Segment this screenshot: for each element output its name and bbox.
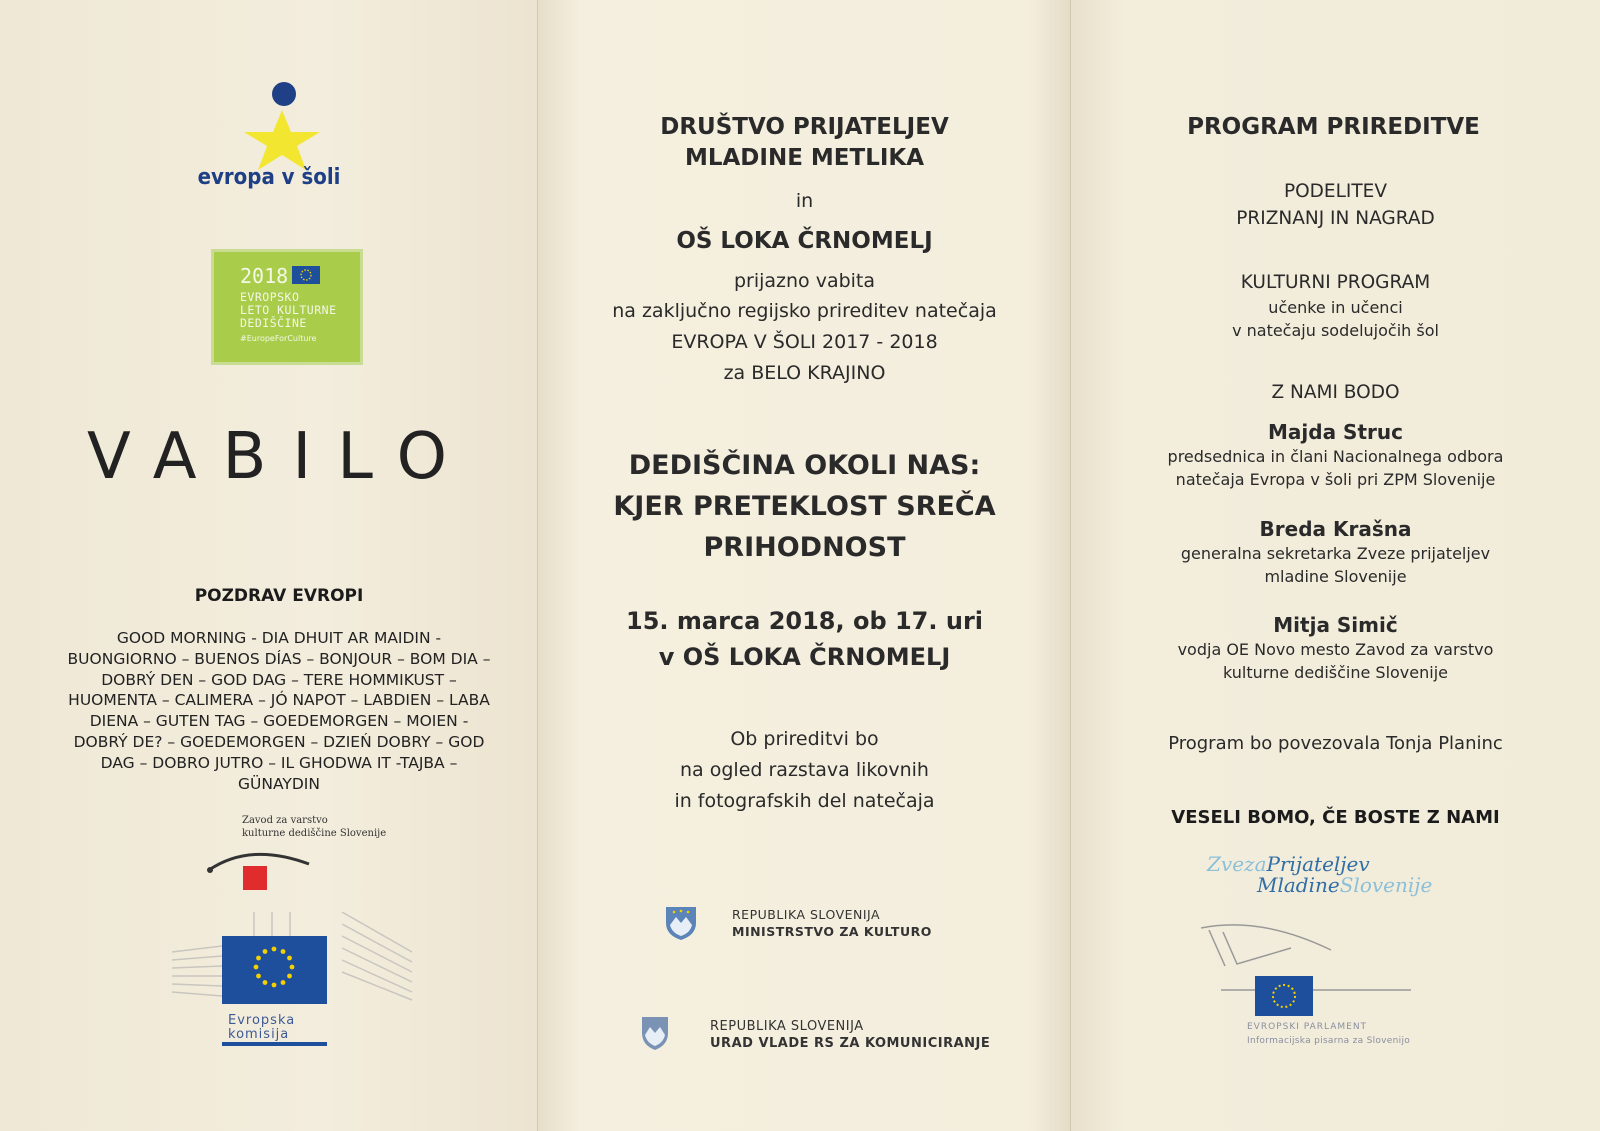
culture-line2: v natečaju sodelujočih šol — [1232, 321, 1439, 340]
europa-v-soli-text: evropa v šoli — [197, 165, 341, 190]
eu-flag-icon — [222, 936, 327, 1004]
awards-line2: PRIZNANJ IN NAGRAD — [1236, 208, 1435, 229]
govt-office-text — [710, 1018, 990, 1052]
zpm-word: Prijateljev — [1266, 852, 1370, 876]
organizer-line1: DRUŠTVO PRIJATELJEV — [660, 114, 949, 140]
greeting-line: DIENA – GUTEN TAG – GOEDEMORGEN – MOIEN - — [89, 712, 469, 731]
zavod-line1: Zavod za varstvo — [242, 815, 328, 826]
theme-line: PRIHODNOST — [703, 532, 906, 563]
ep-line2: Informacijska pisarna za Slovenijo — [1247, 1036, 1411, 1046]
school-name: OŠ LOKA ČRNOMELJ — [676, 228, 933, 254]
greeting-line: BUONGIORNO – BUENOS DÍAS – BONJOUR – BOM DIA – — [67, 649, 491, 668]
slovenia-coat-of-arms-icon — [640, 1015, 670, 1051]
zavod-line2: kulturne dediščine Slovenije — [242, 828, 387, 839]
guest-name: Breda Krašna — [1259, 517, 1412, 541]
guest-role: kulturne dediščine Slovenije — [1223, 663, 1448, 682]
culture-line1: učenke in učenci — [1268, 298, 1403, 317]
europa-v-soli-logo — [236, 80, 328, 172]
ec-line1: Evropska — [228, 1013, 296, 1028]
guest-role: natečaja Evropa v šoli pri ZPM Slovenije — [1175, 470, 1496, 489]
greeting-line: GÜNAYDIN — [238, 774, 320, 793]
heritage-red-square — [243, 866, 267, 890]
badge-line3: DEDIŠČINE — [240, 316, 307, 330]
guests-heading: Z NAMI BODO — [1271, 382, 1400, 403]
greeting-line: DAG – DOBRO JUTRO – IL GHODWA IT -TAJBA – — [100, 753, 458, 772]
logo-figure-head — [272, 82, 296, 106]
program-heading: PROGRAM PRIREDITVE — [1187, 114, 1480, 140]
exhibit-line: na ogled razstava likovnih — [680, 759, 929, 781]
office-line2: URAD VLADE RS ZA KOMUNICIRANJE — [710, 1036, 991, 1051]
ep-line1: EVROPSKI PARLAMENT — [1247, 1022, 1368, 1032]
greeting-line: GOOD MORNING - DIA DHUIT AR MAIDIN - — [116, 629, 442, 647]
badge-hashtag: #EuropeForCulture — [240, 334, 317, 343]
organizer-line2: MLADINE METLIKA — [684, 145, 925, 171]
zpm-logo-line2 — [1257, 873, 1432, 897]
ministry-line1: REPUBLIKA SLOVENIJA — [732, 907, 881, 922]
closing-line: VESELI BOMO, ČE BOSTE Z NAMI — [1171, 807, 1500, 828]
eu-flag-icon — [1255, 976, 1313, 1016]
eu-flag-icon — [292, 266, 320, 284]
guest-role: vodja OE Novo mesto Zavod za varstvo — [1177, 640, 1494, 659]
guest-name: Majda Struc — [1268, 420, 1403, 444]
greetings-block — [0, 628, 538, 794]
event-date: 15. marca 2018, ob 17. uri — [626, 607, 983, 635]
exhibit-line: Ob prireditvi bo — [730, 728, 879, 750]
awards-line1: PODELITEV — [1283, 181, 1388, 202]
event-venue: v OŠ LOKA ČRNOMELJ — [658, 643, 951, 671]
invitation-title: VABILO — [87, 420, 473, 494]
zpm-word: Mladine — [1257, 873, 1340, 897]
zavod-logo-text — [242, 814, 386, 840]
invite-line: EVROPA V ŠOLI 2017 - 2018 — [671, 331, 938, 353]
ministry-line2: MINISTRSTVO ZA KULTURO — [732, 924, 932, 939]
theme-line: DEDIŠČINA OKOLI NAS: — [628, 450, 981, 481]
greeting-line: DOBRÝ DE? – GOEDEMORGEN – DZIEŃ DOBRY – GOD — [73, 732, 485, 751]
greeting-heading: POZDRAV EVROPI — [194, 586, 364, 606]
badge-year: 2018 — [240, 264, 289, 288]
zpm-word: Slovenije — [1339, 873, 1433, 897]
zavod-logo-mark — [205, 848, 315, 898]
slovenia-coat-of-arms-icon — [664, 905, 698, 941]
invite-line: prijazno vabita — [733, 270, 876, 292]
greeting-line: DOBRÝ DEN – GOD DAG – TERE HOMMIKUST – — [101, 670, 457, 689]
guest-role: generalna sekretarka Zveze prijateljev — [1180, 544, 1491, 563]
theme-line: KJER PRETEKLOST SREČA — [613, 491, 996, 522]
right-panel — [1071, 0, 1600, 1131]
exhibit-line: in fotografskih del natečaja — [674, 790, 935, 812]
zpm-word: Zveza — [1207, 852, 1267, 876]
host-line: Program bo povezovala Tonja Planinc — [1168, 733, 1503, 754]
european-commission-logo — [172, 912, 422, 1052]
guest-role: mladine Slovenije — [1264, 567, 1407, 586]
culture-heading: KULTURNI PROGRAM — [1240, 272, 1431, 293]
greeting-line: HUOMENTA – CALIMERA – JÓ NAPOT – LABDIEN – LABA — [68, 691, 490, 710]
guest-role: predsednica in člani Nacionalnega odbora — [1167, 447, 1504, 466]
ministry-culture-text — [732, 906, 932, 940]
star-icon — [244, 110, 320, 170]
invite-line: na zaključno regijsko prireditev natečaja — [612, 300, 997, 322]
guest-name: Mitja Simič — [1273, 613, 1398, 637]
european-parliament-logo — [1201, 920, 1441, 1020]
ec-line2: komisija — [228, 1027, 290, 1042]
invite-line: za BELO KRAJINO — [723, 362, 886, 384]
conjunction: in — [795, 190, 814, 212]
badge-line1: EVROPSKO — [240, 290, 300, 304]
heritage-year-badge — [214, 252, 360, 362]
middle-panel — [538, 0, 1071, 1131]
left-panel — [0, 0, 538, 1131]
european-commission-text — [228, 1014, 295, 1042]
badge-line2: LETO KULTURNE — [240, 303, 337, 317]
office-line1: REPUBLIKA SLOVENIJA — [710, 1019, 864, 1034]
